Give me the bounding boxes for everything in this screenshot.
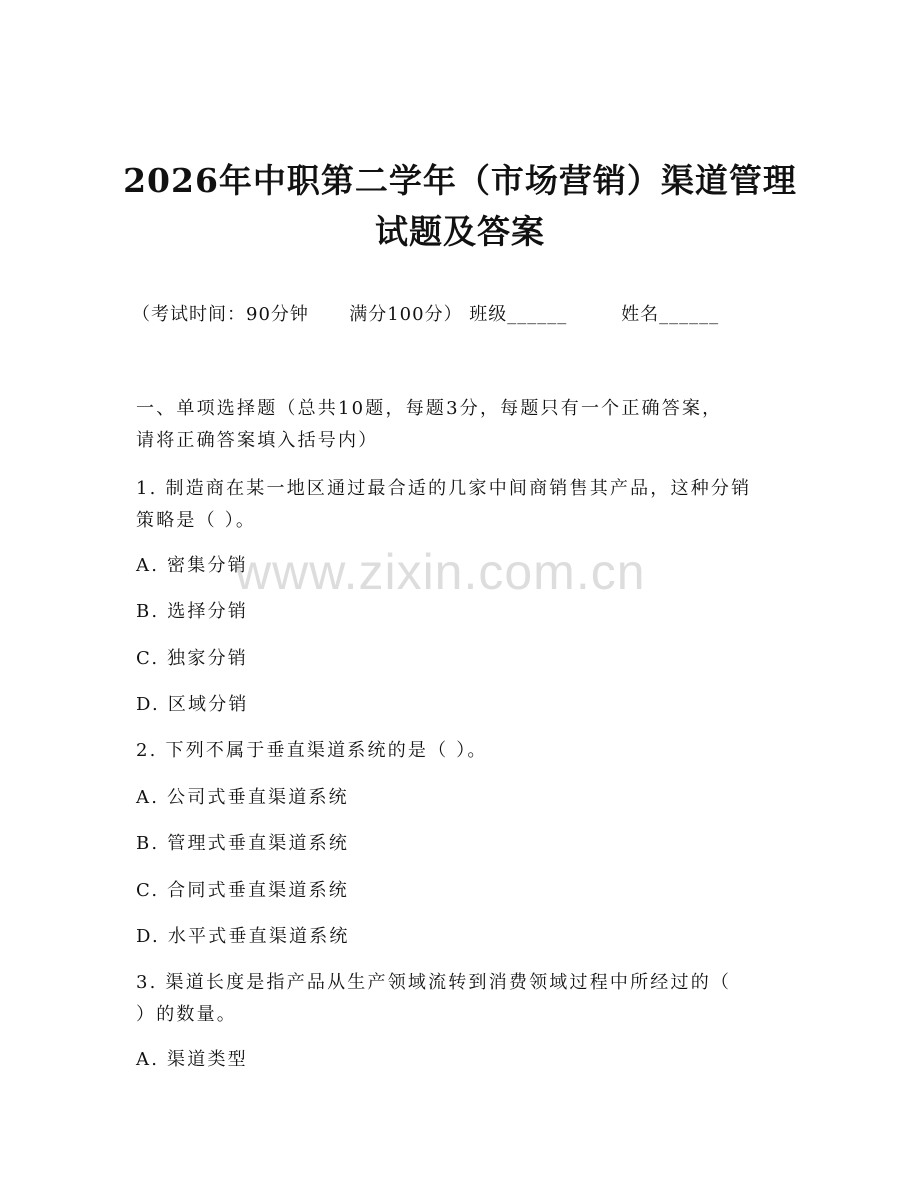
watermark: www.zixin.com.cn <box>235 544 646 600</box>
section-heading-line-1: 一、单项选择题（总共10题，每题3分，每题只有一个正确答案， <box>136 398 723 419</box>
section-heading-line-2: 请将正确答案填入括号内） <box>136 430 379 451</box>
document-title-line-2: 试题及答案 <box>375 212 545 251</box>
document-title-line-1: 2026年中职第二学年（市场营销）渠道管理 <box>123 161 797 200</box>
question-1-option-c: C. 独家分销 <box>136 648 248 669</box>
question-2-option-c: C. 合同式垂直渠道系统 <box>136 880 349 901</box>
question-3-stem-line-1: 3. 渠道长度是指产品从生产领域流转到消费领域过程中所经过的（ <box>136 972 732 993</box>
question-1-stem-line-1: 1. 制造商在某一地区通过最合适的几家中间商销售其产品，这种分销 <box>136 478 752 499</box>
question-3-stem-line-2: ）的数量。 <box>136 1004 237 1025</box>
question-1-option-b: B. 选择分销 <box>136 601 249 622</box>
question-1-stem-line-2: 策略是（ ）。 <box>136 510 257 531</box>
question-2-option-a: A. 公司式垂直渠道系统 <box>136 787 349 808</box>
question-1-option-d: D. 区域分销 <box>136 694 249 715</box>
exam-info: （考试时间：90分钟 满分100分） 班级______ 姓名______ <box>132 304 720 325</box>
question-2-stem: 2. 下列不属于垂直渠道系统的是（ ）。 <box>136 740 488 761</box>
question-2-option-b: B. 管理式垂直渠道系统 <box>136 833 350 854</box>
question-1-option-a: A. 密集分销 <box>136 555 248 576</box>
question-3-option-a: A. 渠道类型 <box>136 1049 248 1070</box>
question-2-option-d: D. 水平式垂直渠道系统 <box>136 926 350 947</box>
